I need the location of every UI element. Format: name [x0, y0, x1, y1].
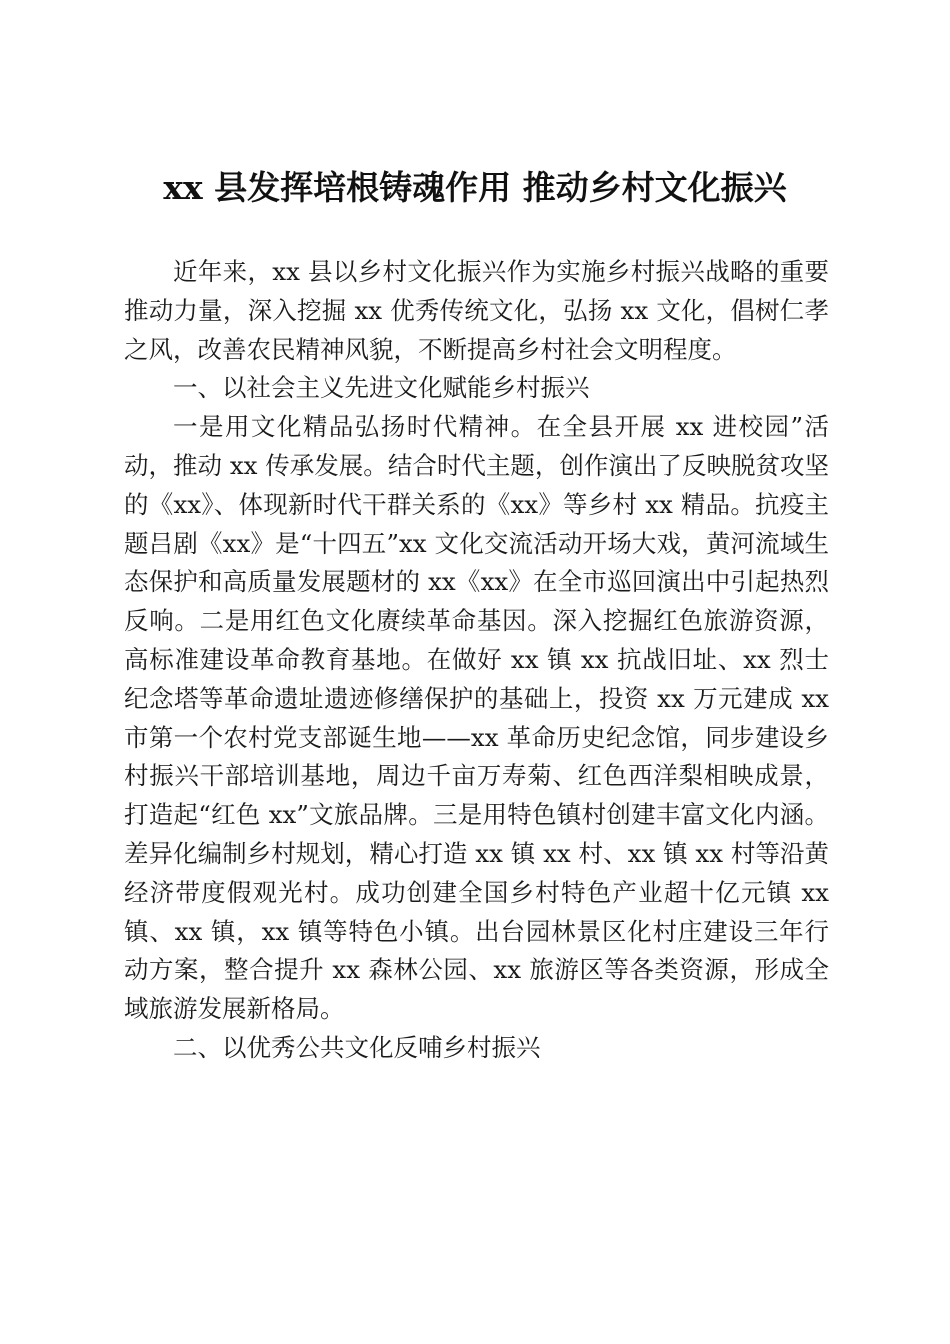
section-1-paragraph: 一是用文化精品弘扬时代精神。在全县开展 xx 进校园”活动，推动 xx 传承发展。结合时代主题，创作演出了反映脱贫攻坚的《xx》、体现新时代干群关系的《xx》等乡村 xx 精品。抗疫主题吕剧《xx》是“十四五”xx 文化交流活动开场大戏，黄河流域生态保护和高质量发展题材的 xx《xx》在全市巡回演出中引起热烈反响。二是用红色文化赓续革命基因。深入挖掘红色旅游资源， 高标准建设革命教育基地。在做好 xx 镇 xx 抗战旧址、xx 烈士纪念塔等革命遗址遗迹修缮保护的基础上，投资 xx 万元建成 xx 市第一个农村党支部诞生地——xx 革命历史纪念馆，同步建设乡村振兴干部培训基地，周边千亩万寿菊、红色西洋梨相映成景，打造起“红色 xx”文旅品牌。三是用特色镇村创建丰富文化内涵。差异化编制乡村规划，精心打造 xx 镇 xx 村、xx 镇 xx 村等沿黄经济带度假观光村。成功创建全国乡村特色产业超十亿元镇 xx 镇、xx 镇，xx 镇等特色小镇。出台园林景区化村庄建设三年行动方案，整合提升 xx 森林公园、xx 旅游区等各类资源，形成全域旅游发展新格局。 [124, 412, 829, 1024]
document-body [124, 253, 829, 1068]
document-title: xx 县发挥培根铸魂作用 推动乡村文化振兴 [163, 168, 787, 207]
intro-paragraph: 近年来，xx 县以乡村文化振兴作为实施乡村振兴战略的重要推动力量，深入挖掘 xx 优秀传统文化，弘扬 xx 文化，倡树仁孝之风，改善农民精神风貌，不断提高乡村社会文明程度。 [124, 257, 829, 364]
section-heading-2: 二、以优秀公共文化反哺乡村振兴 [173, 1032, 541, 1062]
section-heading-1: 一、以社会主义先进文化赋能乡村振兴 [173, 373, 590, 403]
